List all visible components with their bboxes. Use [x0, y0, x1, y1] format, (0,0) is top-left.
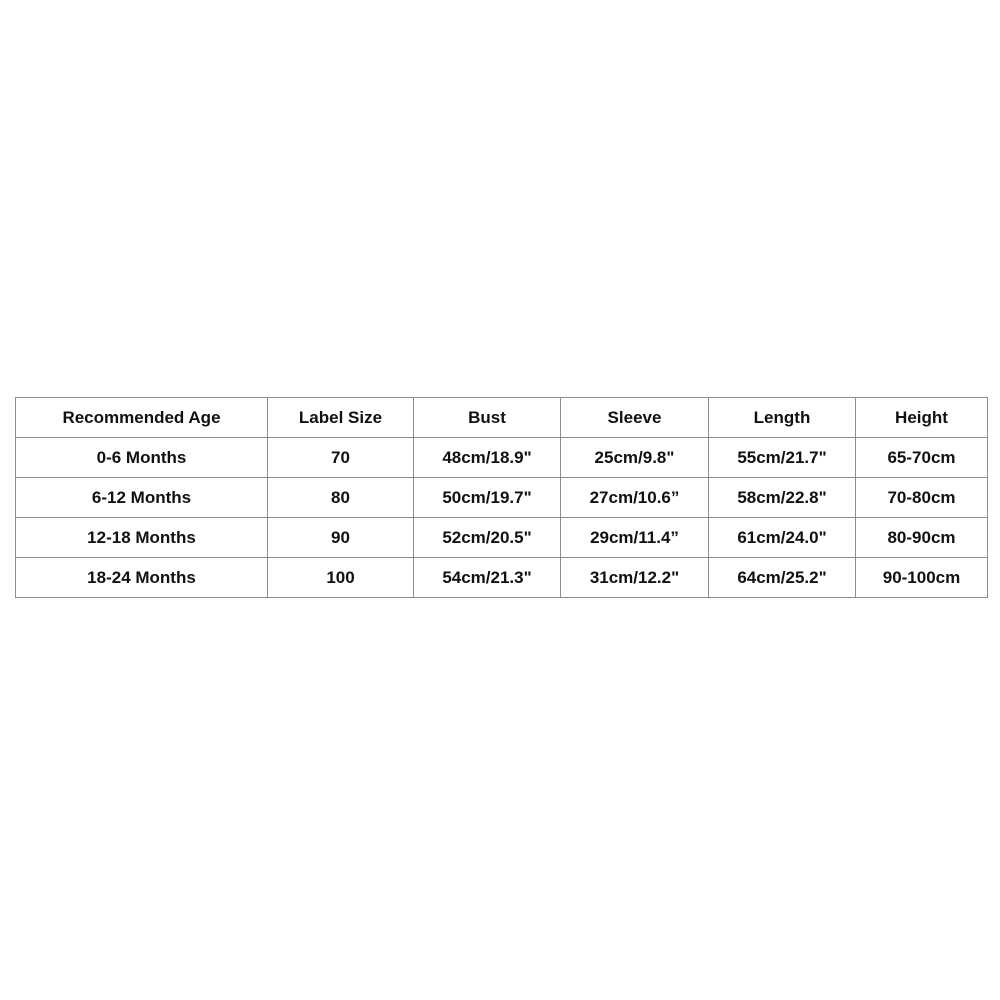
cell-label-size: 80	[268, 478, 414, 518]
cell-length: 55cm/21.7"	[709, 438, 856, 478]
header-length: Length	[709, 398, 856, 438]
table-row	[16, 558, 988, 598]
cell-bust: 52cm/20.5"	[414, 518, 561, 558]
cell-recommended-age: 18-24 Months	[16, 558, 268, 598]
cell-length: 61cm/24.0"	[709, 518, 856, 558]
cell-sleeve: 27cm/10.6”	[561, 478, 709, 518]
cell-bust: 48cm/18.9"	[414, 438, 561, 478]
size-chart-table	[15, 397, 988, 598]
header-recommended-age: Recommended Age	[16, 398, 268, 438]
cell-sleeve: 25cm/9.8"	[561, 438, 709, 478]
header-label-size: Label Size	[268, 398, 414, 438]
header-row	[16, 398, 988, 438]
header-bust: Bust	[414, 398, 561, 438]
cell-label-size: 90	[268, 518, 414, 558]
cell-height: 80-90cm	[856, 518, 988, 558]
cell-length: 58cm/22.8"	[709, 478, 856, 518]
table-row	[16, 518, 988, 558]
cell-recommended-age: 0-6 Months	[16, 438, 268, 478]
cell-bust: 54cm/21.3"	[414, 558, 561, 598]
cell-length: 64cm/25.2"	[709, 558, 856, 598]
cell-recommended-age: 12-18 Months	[16, 518, 268, 558]
cell-height: 70-80cm	[856, 478, 988, 518]
cell-recommended-age: 6-12 Months	[16, 478, 268, 518]
cell-height: 65-70cm	[856, 438, 988, 478]
cell-sleeve: 29cm/11.4”	[561, 518, 709, 558]
header-sleeve: Sleeve	[561, 398, 709, 438]
cell-height: 90-100cm	[856, 558, 988, 598]
cell-bust: 50cm/19.7"	[414, 478, 561, 518]
table-row	[16, 478, 988, 518]
table-row	[16, 438, 988, 478]
header-height: Height	[856, 398, 988, 438]
cell-sleeve: 31cm/12.2"	[561, 558, 709, 598]
cell-label-size: 100	[268, 558, 414, 598]
cell-label-size: 70	[268, 438, 414, 478]
